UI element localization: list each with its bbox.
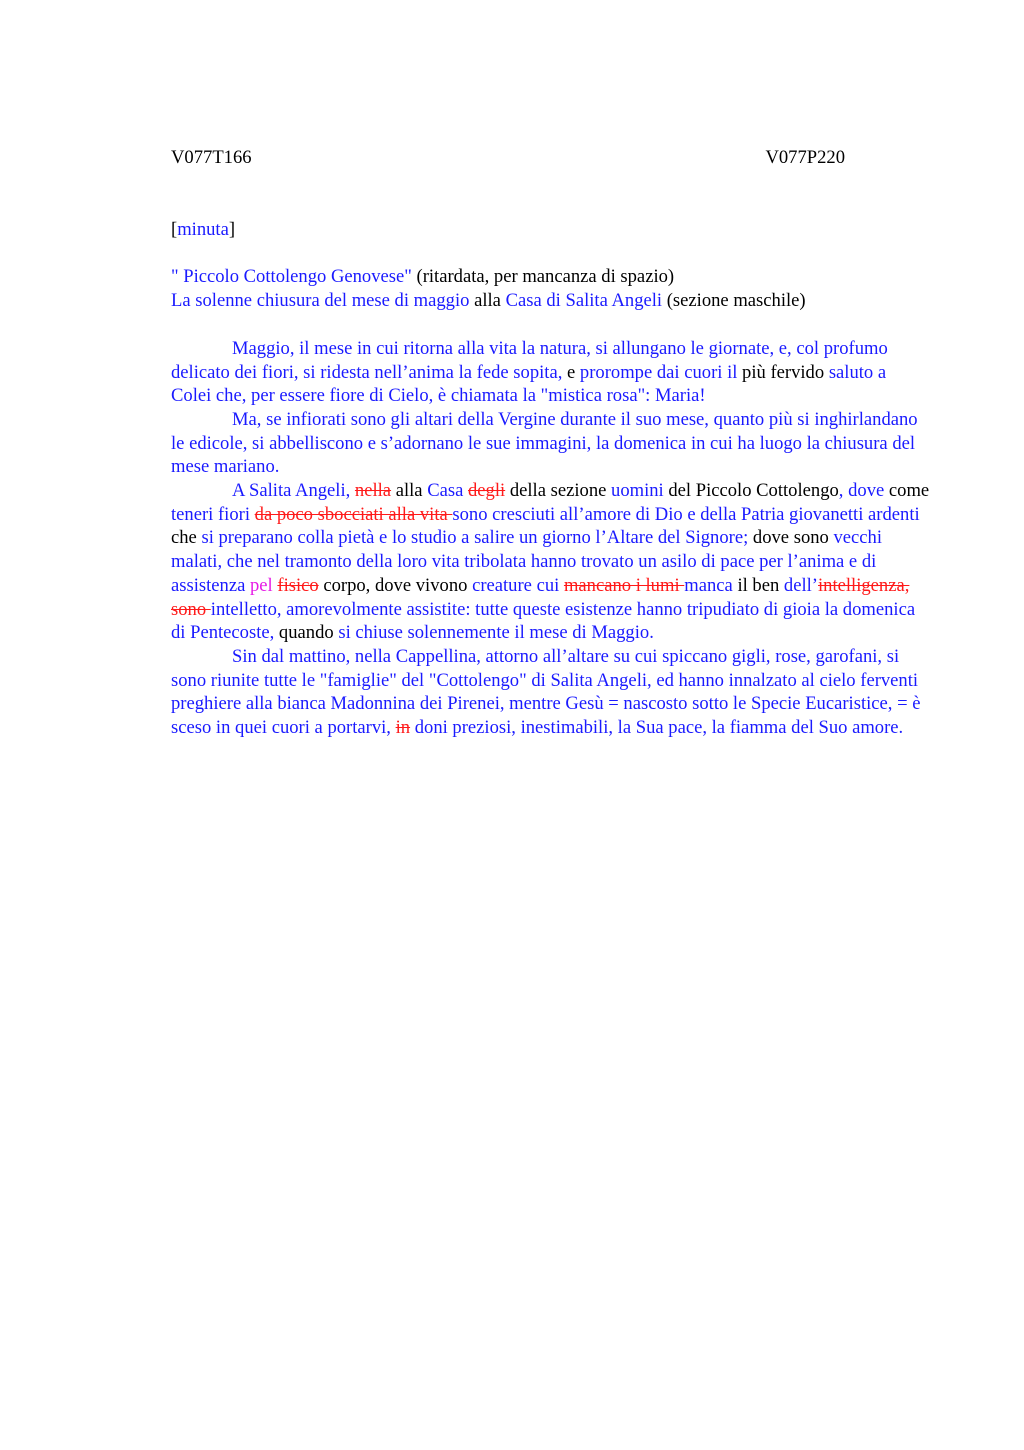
document-header	[171, 146, 845, 170]
p1-segment: e	[562, 361, 580, 383]
p3-segment: della sezione	[505, 480, 612, 502]
p3-segment: Casa	[427, 480, 468, 502]
title-line-2	[171, 289, 931, 313]
p3-segment: sono cresciuti all’amore di Dio e della Patria giovanetti ardenti	[452, 503, 920, 525]
subtitle-part-1: La solenne chiusura del mese di maggio	[171, 290, 470, 312]
paragraph-1	[171, 337, 931, 408]
p3-segment: che	[171, 527, 202, 549]
paragraph-2	[171, 408, 931, 479]
title-remark: (ritardata, per mancanza di spazio)	[411, 266, 675, 288]
p1-segment: prorompe dai cuori il	[579, 361, 738, 383]
p3-segment: creature cui	[472, 574, 564, 596]
p4-segment: Sin dal mattino, nella Cappellina, attorno all’altare su cui spiccano gigli, rose, garofani, si sono riunite tutte le "famiglie" del "Cottolengo" di Salita Angeli, ed hanno innalzato al cielo ferventi preghiere alla bianca Madonnina dei Pirenei, mentre Gesù = nascosto sotto le Specie Eucaristice, = è sceso in quei cuori a portarvi,	[171, 645, 921, 739]
p3-deletion: da poco sbocciati alla vita	[254, 503, 453, 525]
header-right-code: V077P220	[765, 147, 845, 168]
p3-segment: manca	[684, 574, 733, 596]
p3-segment: dove sono	[748, 527, 834, 549]
p3-segment: si preparano colla pietà e lo studio a salire un giorno l’Altare del Signore;	[201, 527, 749, 549]
p4-segment: doni preziosi, inestimabili, la Sua pace, la fiamma del Suo amore.	[410, 717, 904, 739]
p3-segment: il ben	[732, 574, 784, 596]
p3-segment: teneri fiori	[171, 503, 255, 525]
note-label: minuta	[177, 218, 229, 240]
document-content	[171, 146, 931, 740]
p3-segment: intelletto, amorevolmente assistite: tutte queste esistenze hanno tripudiato di gioia la domenica di Pentecoste,	[171, 598, 916, 644]
p3-segment: quando	[274, 622, 339, 644]
subtitle-part-2: alla	[469, 290, 506, 312]
p4-deletion: in	[395, 717, 411, 739]
p3-segment: vecchi malati, che nel tramonto della loro vita tribolata hanno trovato un asilo di pace per l’anima e di assistenza	[171, 527, 883, 596]
paragraph-3	[171, 479, 931, 645]
p3-deletion: mancano i lumi	[563, 574, 685, 596]
p3-segment: dell’	[783, 574, 818, 596]
p1-segment: Maggio, il mese in cui ritorna alla vita la natura, si allungano le giornate, e, col profumo delicato dei fiori, si ridesta nell’anima la fede sopita,	[171, 337, 888, 383]
paragraph-4	[171, 645, 931, 740]
header-left-code: V077T166	[171, 147, 252, 168]
p3-insertion: pel	[250, 574, 273, 596]
draft-note	[171, 218, 931, 242]
p3-deletion: intelligenza, sono	[171, 574, 910, 620]
note-close-bracket: ]	[228, 218, 236, 240]
p3-deletion: fisico	[277, 574, 319, 596]
p3-segment: alla	[391, 480, 428, 502]
p3-segment: uomini	[611, 480, 664, 502]
p1-segment: più fervido	[737, 361, 829, 383]
p1-segment: saluto a Colei che, per essere fiore di Cielo, è chiamata la "mistica rosa": Maria!	[171, 361, 887, 407]
p3-segment: del Piccolo Cottolengo	[663, 480, 839, 502]
title-heading: " Piccolo Cottolengo Genovese"	[171, 266, 412, 288]
p3-segment: come	[884, 480, 930, 502]
p2-segment: Ma, se infiorati sono gli altari della Vergine durante il suo mese, quanto più si inghirlandano le edicole, si abbelliscono e s’adornano le sue immagini, la domenica in cui ha luogo la chiusura del mese mariano.	[171, 408, 918, 478]
p3-segment: corpo, dove vivono	[318, 574, 473, 596]
subtitle-part-4: (sezione maschile)	[662, 290, 806, 312]
p3-deletion: degli	[468, 480, 506, 502]
subtitle-part-3: Casa di Salita Angeli	[505, 290, 663, 312]
p3-segment: si chiuse solennemente il mese di Maggio.	[338, 622, 654, 644]
title-line-1	[171, 265, 931, 289]
p3-deletion: nella	[354, 480, 392, 502]
p3-segment: A Salita Angeli,	[232, 480, 355, 502]
p3-segment: , dove	[838, 480, 885, 502]
note-open-bracket: [	[171, 218, 178, 240]
